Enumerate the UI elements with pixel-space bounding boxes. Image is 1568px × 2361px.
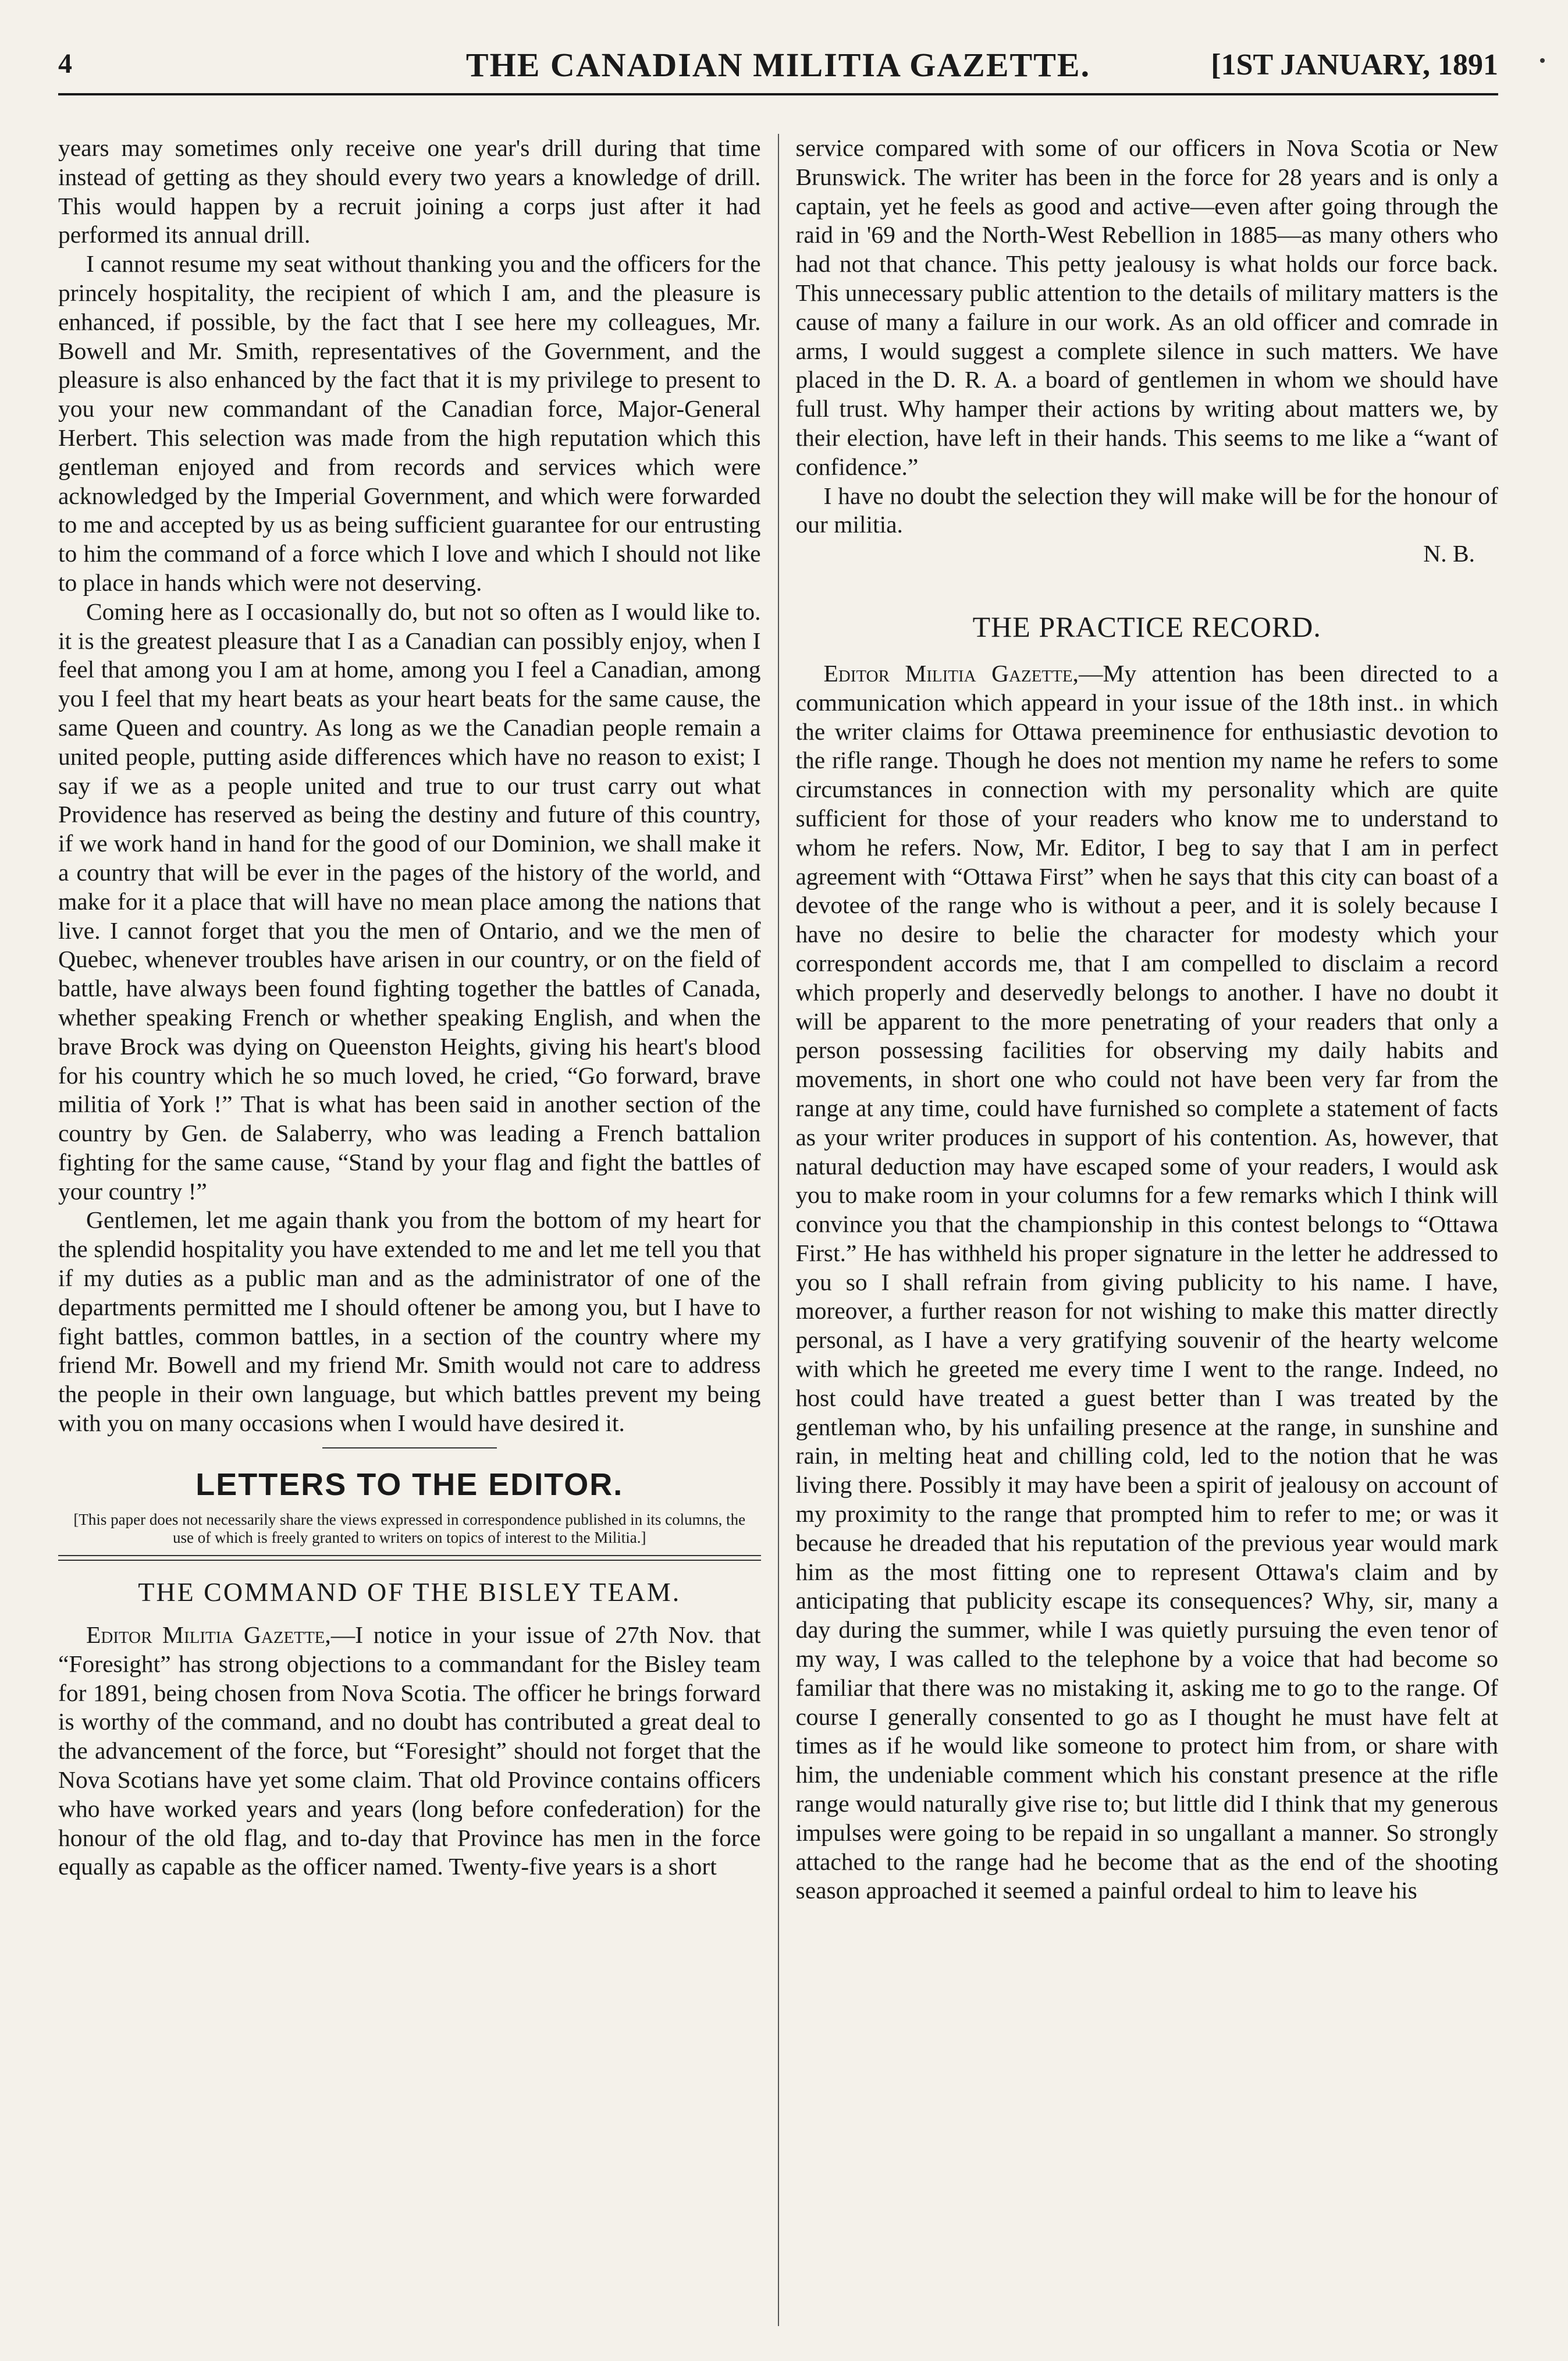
masthead-title: THE CANADIAN MILITIA GAZETTE. [465,46,1091,84]
double-rule [58,1555,761,1561]
letter-salutation: Editor Militia Gazette, [86,1621,331,1648]
practice-salutation: Editor Militia Gazette, [823,659,1079,687]
bisley-letter-text: —I notice in your issue of 27th Nov. that “Foresight” has strong objections to a commandant for the Bisley team for 1891, being chosen from Nova Scotia. The officer he brings forward is worthy of the command, and no doubt has contributed a great deal to the advancement of the force, but “Foresight” should not forget that the Nova Scotians have yet some claim. That old Province contains officers who have worked years and years (long before confederation) for the honour of the old flag, and to-day that Province has men in the force equally as capable as the officer named. Twenty-five years is a short [58,1621,761,1880]
speech-paragraph-4: Gentlemen, let me again thank you from the bottom of my heart for the splendid hospitality you have extended to me and let me tell you that if my duties as a public man and as the administrator of one of the departments permitted me I should oftener be among you, but I have to fight battles, common battles, in a section of the country where my friend Mr. Bowell and my friend Mr. Smith would not care to address the people in their own language, but which battles prevent my being with you on many occasions when I would have desired it. [58,1206,761,1437]
page-header [58,41,1498,95]
letters-banner: LETTERS TO THE EDITOR. [195,1467,624,1502]
bisley-letter-heading: THE COMMAND OF THE BISLEY TEAM. [138,1577,681,1607]
letter-signature: N. B. [1423,540,1475,567]
bisley-letter-continued: service compared with some of our officers in Nova Scotia or New Brunswick. The writer has been in the force for 28 years and is only a captain, yet he feels as good and active—even after going through the raid in '69 and the North-West Rebellion in 1885—as many others who had not that chance. This petty jealousy is what holds our force back. This unnecessary public attention to the details of military matters is the cause of many a failure in our work. As an old officer and comrade in arms, I would suggest a complete silence in such matters. We have placed in the D. R. A. a board of gentlemen in whom we should have full trust. Why hamper their actions by writing about matters we, by their election, have left in their hands. This seems to me like a “want of confidence.” [795,134,1498,480]
speech-paragraph-2: I cannot resume my seat without thanking you and the officers for the princely hospitality, the recipient of which I am, and the pleasure is enhanced, if possible, by the fact that I see here my colleagues, Mr. Bowell and Mr. Smith, representatives of the Government, and the pleasure is also enhanced by the fact that it is my privilege to present to you your new commandant of the Canadian force, Major-General Herbert. This selection was made from the high reputation which this gentleman enjoyed and from records and services which were acknowledged by the Imperial Government, and which were forwarded to me and accepted by us as being sufficient guarantee for our entrusting to him the command of a force which I love and which I should not like to place in hands which were not deserving. [58,250,761,596]
practice-record-heading: THE PRACTICE RECORD. [972,610,1321,643]
article-columns [58,134,1498,2326]
practice-record-text: —My attention has been directed to a communication which appeard in your issue of the 18th inst.. in which the writer claims for Ottawa preeminence for enthusiastic devotion to the rifle range. Though he does not mention my name he refers to some circumstances in connection with my personality which are quite sufficient for those of your readers who know me to understand to whom he refers. Now, Mr. Editor, I beg to say that I am in perfect agreement with “Ottawa First” when he says that this city can boast of a devotee of the range who is without a peer, and it is solely because I have no desire to belie the character for modesty which your correspondent accords me, that I am compelled to disclaim a record which properly and deservedly belongs to another. I have no doubt it will be apparent to the more penetrating of your readers that only a person possessing facilities for observing my daily habits and movements, in short one who could not have been very far from the range at any time, could have furnished so complete a statement of facts as your writer produces in support of his contention. As, however, that natural deduction may have escaped some of your readers, I would ask you to make room in your columns for a few remarks which I think will convince you that the championship in this contest belongs to “Ottawa First.” He has withheld his proper signature in the letter he addressed to you so I shall refrain from giving publicity to his name. I have, moreover, a further reason for not wishing to make this matter directly personal, as I have a very gratifying souvenir of the hearty welcome with which he greeted me every time I went to the range. Indeed, no host could have treated a guest better than I was treated by the gentleman who, by his unfailing presence at the range, in sunshine and rain, in melting heat and chilling cold, led to the notion that he was living there. Possibly it may have been a spirit of jealousy on account of my proximity to the range that prompted him to refer to me; or was it because he dreaded that his reputation of the previous year would mark him as the most fitting one to represent Ottawa's claim and by anticipating that publicity escape its consequences? Why, sir, many a day during the summer, while I was quietly pursuing the even tenor of my way, I was called to the telephone by a voice that had become so familiar that there was no mistaking it, asking me to go to the range. Of course I generally consented to go as I thought he must have felt at times as if he would like someone to protect him from, or share with him, the undeniable comment which his constant presence at the rifle range would naturally give rise to; but little did I think that my generous impulses were going to be repaid in so ungallant a manner. So strongly attached to the range had he become that as the end of the shooting season approached it seemed a painful ordeal to him to leave his [795,659,1498,1904]
page-number: 4 [58,48,72,79]
issue-date: [1ST JANUARY, 1891 [1211,48,1498,81]
section-rule [322,1447,497,1448]
bisley-letter-closing: I have no doubt the selection they will make will be for the honour of our militia. [795,482,1498,538]
bisley-letter-paragraph [58,1621,761,1881]
right-column [796,134,1499,2326]
speech-paragraph-3: Coming here as I occasionally do, but not so often as I would like to. it is the greatest pleasure that I as a Canadian can possibly enjoy, when I feel that among you I am at home, among you I feel a Canadian, among you I feel that my heart beats as your heart beats for the same cause, the same Queen and country. As long as we the Canadian people remain a united people, putting aside differences which have no reason to exist; I say if we as a people united and true to our trust carry out what Providence has reserved as being the destiny and future of this country, if we work hand in hand for the good of our Dominion, we shall make it a country that will be ever in the pages of the history of the world, and make for it a place that will have no mean place among the nations that live. I cannot forget that you the men of Ontario, and we the men of Quebec, whenever troubles have arisen in our country, or on the field of battle, have always been found fighting together the battles of Canada, whether speaking French or whether speaking English, and when the brave Brock was dying on Queenston Heights, giving his heart's blood for his country which he so much loved, he cried, “Go forward, brave militia of York !” That is what has been said in another section of the country by Gen. de Salaberry, who was leading a French battalion fighting for the same cause, “Stand by your flag and fight the battles of your country !” [58,598,761,1205]
letter-signature-row [796,539,1499,569]
editorial-disclaimer: [This paper does not necessarily share the views expressed in correspondence published in its columns, the use of which is freely granted to writers on topics of interest to the Militia.] [73,1510,746,1546]
practice-record-paragraph [796,659,1499,1905]
margin-dot [1540,58,1545,63]
speech-paragraph-1: years may sometimes only receive one year's drill during that time instead of getting as they should every two years a knowledge of drill. This would happen by a recruit joining a corps just after it had performed its annual drill. [58,134,761,248]
left-column [58,134,761,2326]
column-divider [778,134,779,2326]
